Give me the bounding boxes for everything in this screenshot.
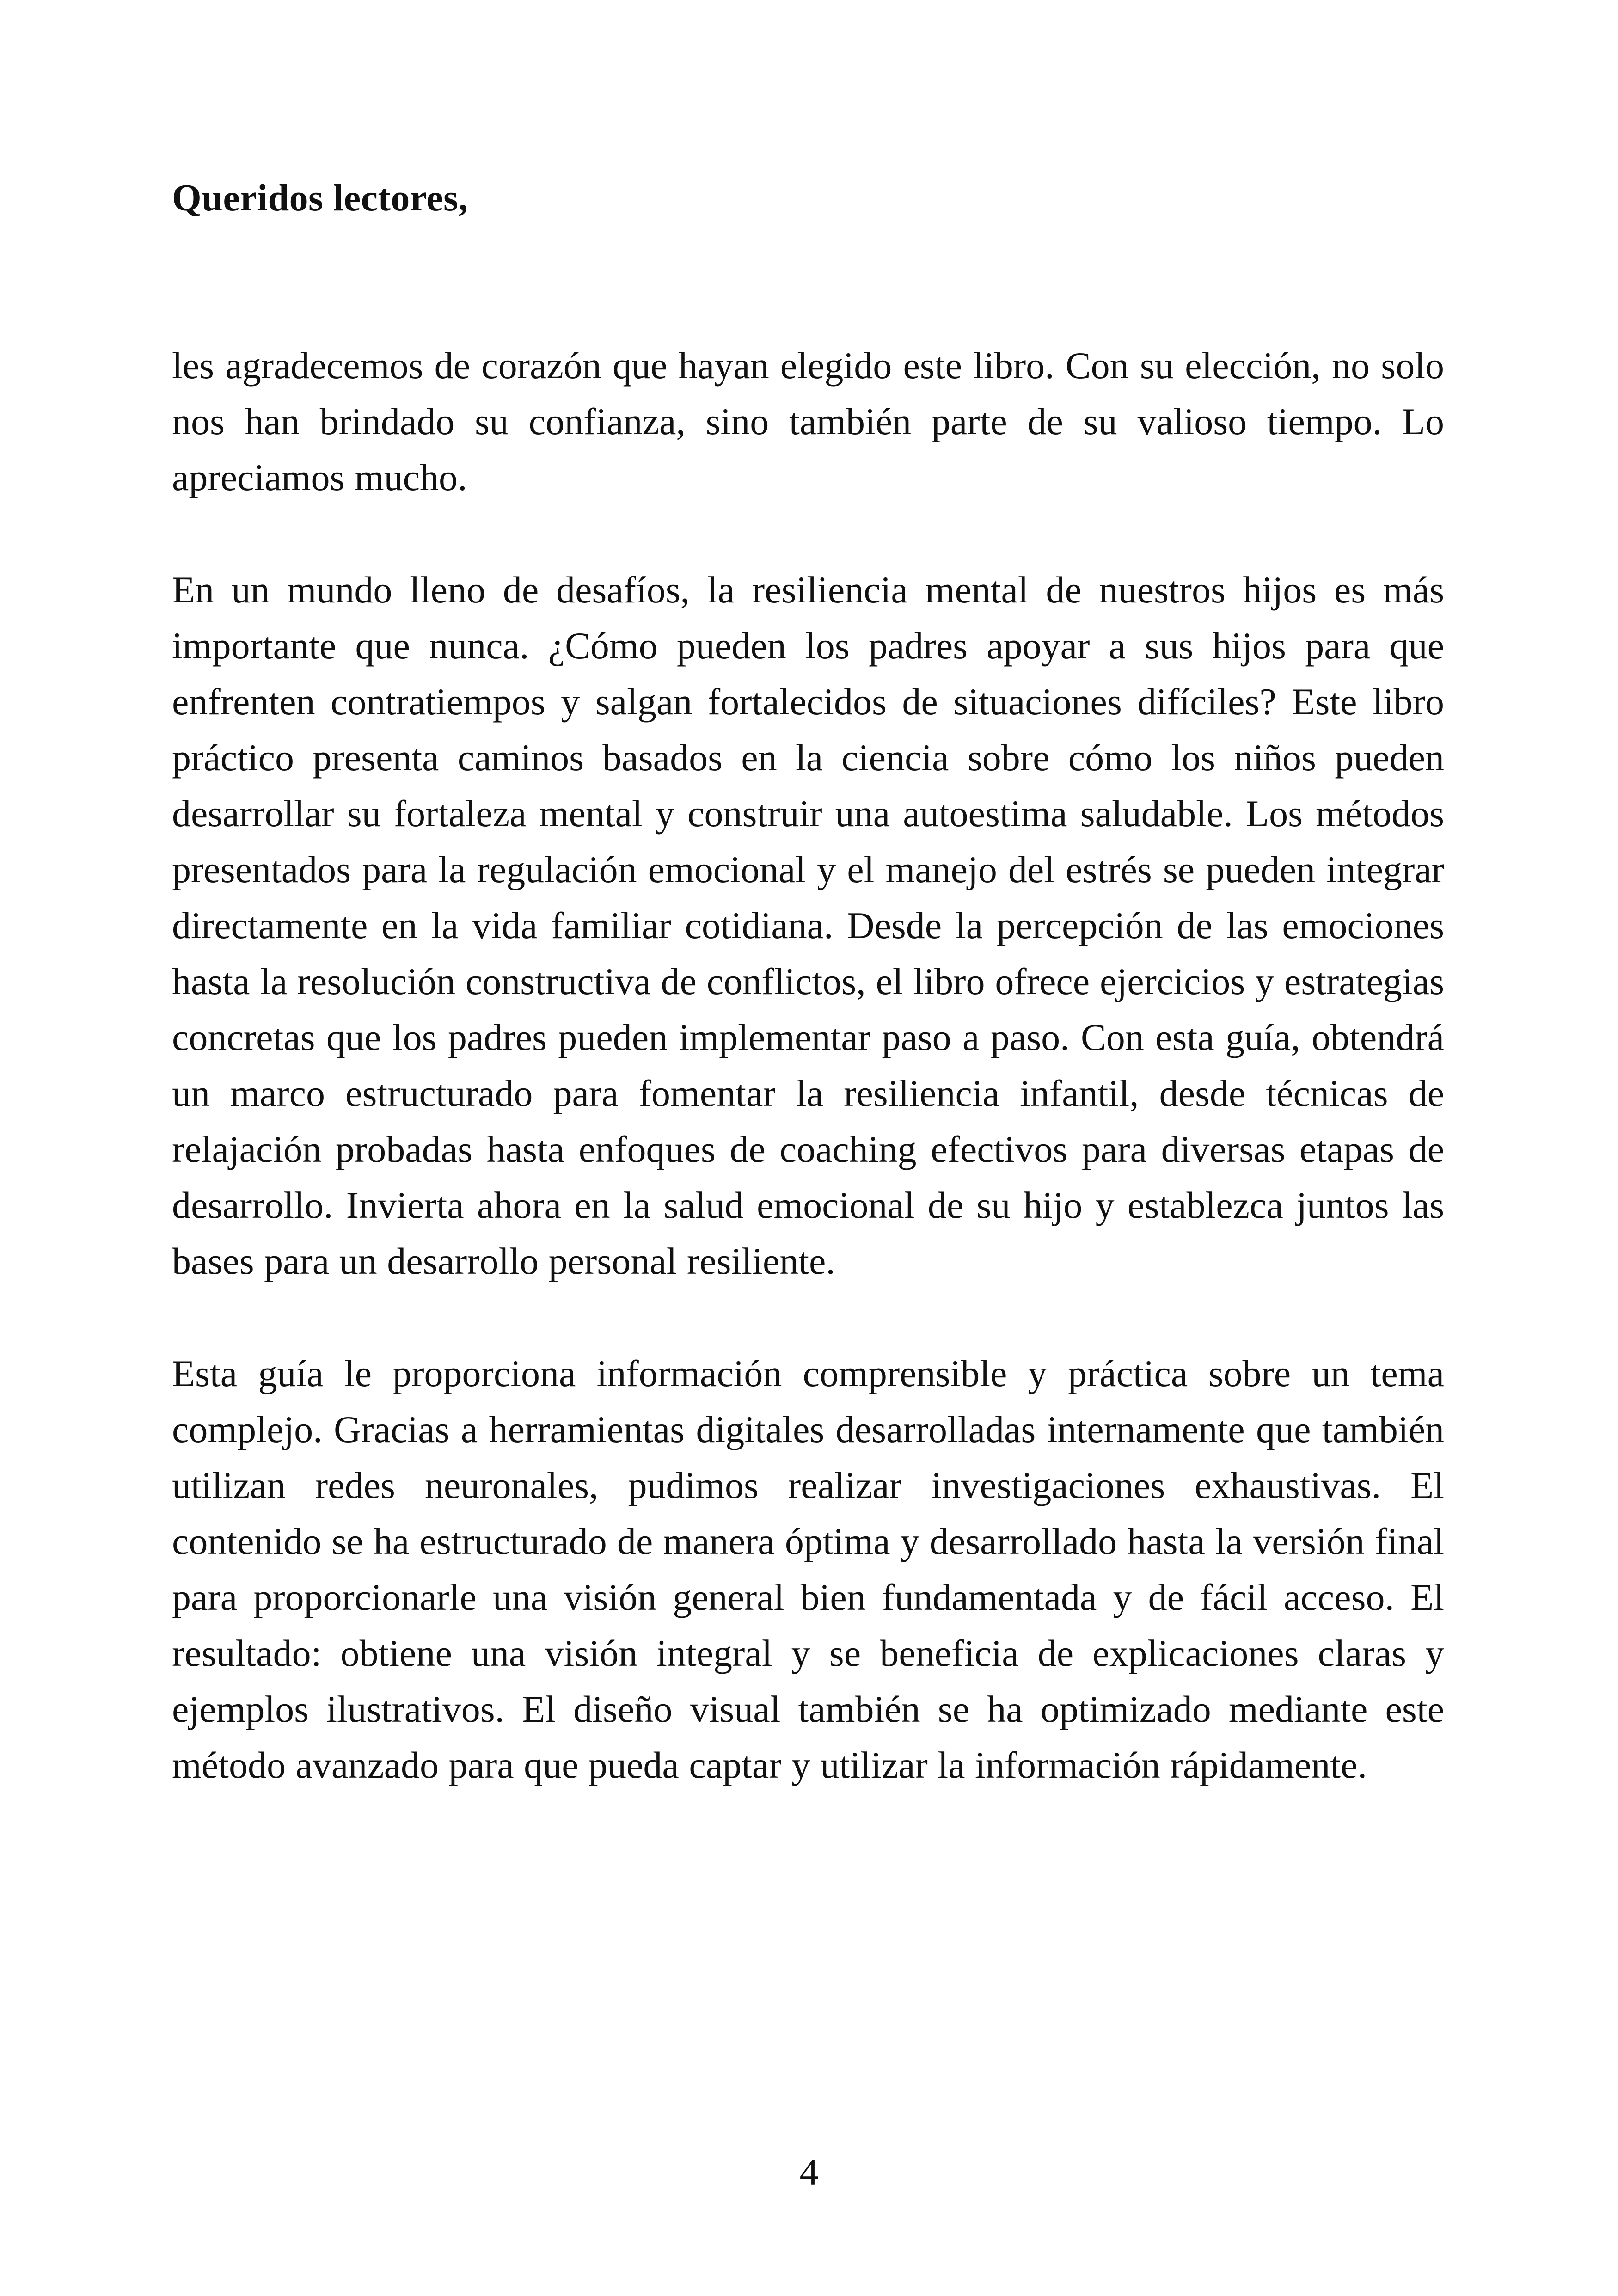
paragraph-guide: Esta guía le proporciona información comprensible y práctica sobre un tema complejo. Gracias a herramientas digitales desarrolladas internamente que también utilizan redes neuronales, pudimos realizar investigaciones exhaustivas. El contenido se ha estructurado de manera óptima y desarrollado hasta la versión final para proporcionarle una visión general bien fundamentada y de fácil acceso. El resultado: obtiene una visión integral y se beneficia de explicaciones claras y ejemplos ilustrativos. El diseño visual también se ha optimizado mediante este método avanzado para que pueda captar y utilizar la información rápidamente. (172, 1352, 1444, 1786)
page-number: 4 (799, 2151, 819, 2193)
body-text (172, 338, 1444, 1849)
greeting-heading: Queridos lectores, (172, 177, 468, 219)
paragraph-resilience: En un mundo lleno de desafíos, la resiliencia mental de nuestros hijos es más importante que nunca. ¿Cómo pueden los padres apoyar a sus hijos para que enfrenten contratiempos y salgan fortalecidos de situaciones difíciles? Este libro práctico presenta caminos basados en la ciencia sobre cómo los niños pueden desarrollar su fortaleza mental y construir una autoestima saludable. Los métodos presentados para la regulación emocional y el manejo del estrés se pueden integrar directamente en la vida familiar cotidiana. Desde la percepción de las emociones hasta la resolución constructiva de conflictos, el libro ofrece ejercicios y estrategias concretas que los padres pueden implementar paso a paso. Con esta guía, obtendrá un marco estructurado para fomentar la resiliencia infantil, desde técnicas de relajación probadas hasta enfoques de coaching efectivos para diversas etapas de desarrollo. Invierta ahora en la salud emocional de su hijo y establezca juntos las bases para un desarrollo personal resiliente. (172, 569, 1444, 1282)
paragraph-thanks: les agradecemos de corazón que hayan elegido este libro. Con su elección, no solo nos han brindado su confianza, sino también parte de su valioso tiempo. Lo apreciamos mucho. (172, 344, 1444, 498)
